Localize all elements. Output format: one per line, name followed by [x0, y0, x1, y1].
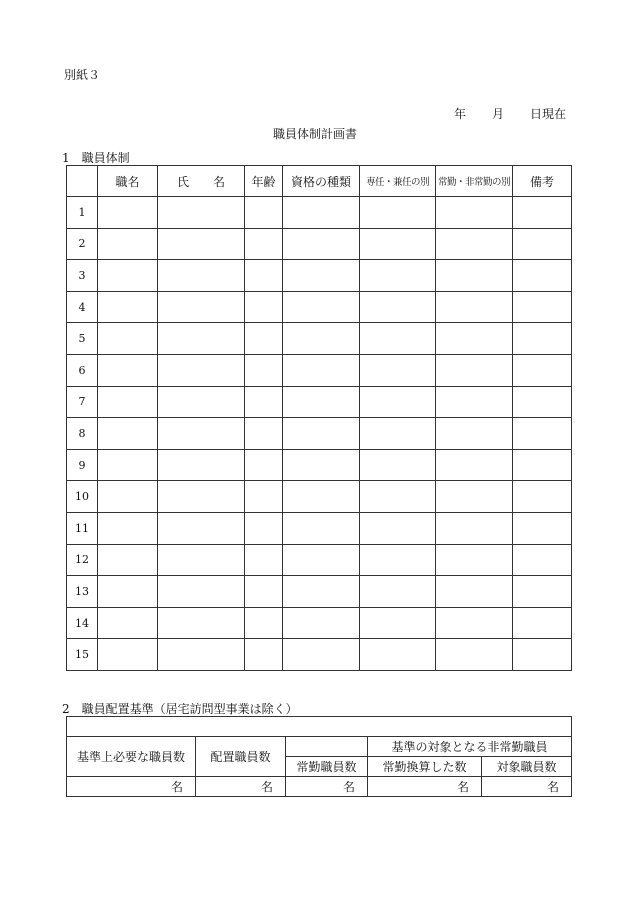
- qualification-cell[interactable]: [283, 354, 360, 386]
- job-title-cell[interactable]: [98, 260, 158, 292]
- table-row: [67, 323, 572, 355]
- date-month-label: 月: [492, 107, 505, 121]
- dedicated-cell[interactable]: [360, 449, 436, 481]
- qualification-cell[interactable]: [283, 481, 360, 513]
- dedicated-cell[interactable]: [360, 197, 436, 229]
- qualification-cell[interactable]: [283, 576, 360, 608]
- dedicated-cell[interactable]: [360, 512, 436, 544]
- table-row: [67, 512, 572, 544]
- name-cell[interactable]: [158, 386, 245, 418]
- header-assigned-staff: 配置職員数: [196, 737, 286, 777]
- header-fulltime-staff: 常勤職員数: [286, 757, 368, 777]
- name-cell[interactable]: [158, 291, 245, 323]
- row-number: 6: [67, 354, 98, 386]
- dedicated-cell[interactable]: [360, 354, 436, 386]
- table-row: [67, 418, 572, 450]
- name-cell[interactable]: [158, 481, 245, 513]
- remarks-cell[interactable]: [513, 639, 572, 671]
- dedicated-cell[interactable]: [360, 544, 436, 576]
- remarks-cell[interactable]: [513, 323, 572, 355]
- row-number: 7: [67, 386, 98, 418]
- name-cell[interactable]: [158, 323, 245, 355]
- remarks-cell[interactable]: [513, 449, 572, 481]
- remarks-cell[interactable]: [513, 607, 572, 639]
- job-title-cell[interactable]: [98, 512, 158, 544]
- col-number: [67, 166, 98, 197]
- remarks-cell[interactable]: [513, 386, 572, 418]
- remarks-cell[interactable]: [513, 576, 572, 608]
- employment-cell[interactable]: [436, 481, 513, 513]
- table-row: [67, 197, 572, 229]
- remarks-cell[interactable]: [513, 197, 572, 229]
- dedicated-cell[interactable]: [360, 291, 436, 323]
- table-row: [67, 386, 572, 418]
- row-number: 8: [67, 418, 98, 450]
- row-number: 5: [67, 323, 98, 355]
- col-remarks: 備考: [513, 166, 572, 197]
- age-cell[interactable]: [245, 607, 283, 639]
- name-cell[interactable]: [158, 607, 245, 639]
- dedicated-cell[interactable]: [360, 481, 436, 513]
- dedicated-cell[interactable]: [360, 418, 436, 450]
- remarks-cell[interactable]: [513, 481, 572, 513]
- employment-cell[interactable]: [436, 418, 513, 450]
- row-number: 15: [67, 639, 98, 671]
- employment-cell[interactable]: [436, 544, 513, 576]
- row-number: 3: [67, 260, 98, 292]
- row-number: 13: [67, 576, 98, 608]
- section1-heading: 1 職員体制: [62, 151, 130, 165]
- job-title-cell[interactable]: [98, 291, 158, 323]
- age-cell[interactable]: [245, 449, 283, 481]
- job-title-cell[interactable]: [98, 576, 158, 608]
- remarks-cell[interactable]: [513, 418, 572, 450]
- age-cell[interactable]: [245, 354, 283, 386]
- date-year-label: 年: [454, 107, 467, 121]
- job-title-cell[interactable]: [98, 386, 158, 418]
- table-row: [67, 544, 572, 576]
- value-target-count[interactable]: 名: [482, 777, 572, 797]
- document-title: 職員体制計画書: [272, 127, 357, 141]
- age-cell[interactable]: [245, 544, 283, 576]
- row-number: 10: [67, 481, 98, 513]
- employment-cell[interactable]: [436, 607, 513, 639]
- dedicated-cell[interactable]: [360, 639, 436, 671]
- row-number: 12: [67, 544, 98, 576]
- name-cell[interactable]: [158, 418, 245, 450]
- qualification-cell[interactable]: [283, 544, 360, 576]
- section2-heading: 2 職員配置基準（居宅訪問型事業は除く）: [62, 702, 298, 716]
- age-cell[interactable]: [245, 512, 283, 544]
- dedicated-cell[interactable]: [360, 260, 436, 292]
- row-number: 11: [67, 512, 98, 544]
- name-cell[interactable]: [158, 449, 245, 481]
- employment-cell[interactable]: [436, 449, 513, 481]
- dedicated-cell[interactable]: [360, 607, 436, 639]
- table-row: [67, 354, 572, 386]
- employment-cell[interactable]: [436, 197, 513, 229]
- table-row: [67, 576, 572, 608]
- employment-cell[interactable]: [436, 291, 513, 323]
- header-parttime-group: 基準の対象となる非常勤職員: [368, 737, 572, 757]
- age-cell[interactable]: [245, 197, 283, 229]
- qualification-cell[interactable]: [283, 197, 360, 229]
- row-number: 4: [67, 291, 98, 323]
- col-dedicated-concurrent: 専任・兼任の別: [360, 166, 436, 197]
- dedicated-cell[interactable]: [360, 228, 436, 260]
- header-target-count: 対象職員数: [482, 757, 572, 777]
- age-cell[interactable]: [245, 291, 283, 323]
- staff-structure-table: [66, 165, 572, 671]
- name-cell[interactable]: [158, 576, 245, 608]
- name-cell[interactable]: [158, 544, 245, 576]
- col-qualification: 資格の種類: [283, 166, 360, 197]
- table-row: [67, 481, 572, 513]
- table-row: [67, 291, 572, 323]
- value-required-staff[interactable]: 名: [67, 777, 196, 797]
- employment-cell[interactable]: [436, 323, 513, 355]
- remarks-cell[interactable]: [513, 260, 572, 292]
- dedicated-cell[interactable]: [360, 323, 436, 355]
- remarks-cell[interactable]: [513, 512, 572, 544]
- table-row: [67, 639, 572, 671]
- age-cell[interactable]: [245, 323, 283, 355]
- employment-cell[interactable]: [436, 512, 513, 544]
- job-title-cell[interactable]: [98, 607, 158, 639]
- row-number: 14: [67, 607, 98, 639]
- value-fulltime-staff[interactable]: 名: [286, 777, 368, 797]
- remarks-cell[interactable]: [513, 544, 572, 576]
- age-cell[interactable]: [245, 418, 283, 450]
- qualification-cell[interactable]: [283, 323, 360, 355]
- header-required-staff: 基準上必要な職員数: [67, 737, 196, 777]
- employment-cell[interactable]: [436, 386, 513, 418]
- employment-cell[interactable]: [436, 576, 513, 608]
- qualification-cell[interactable]: [283, 512, 360, 544]
- qualification-cell[interactable]: [283, 291, 360, 323]
- job-title-cell[interactable]: [98, 481, 158, 513]
- employment-cell[interactable]: [436, 354, 513, 386]
- remarks-cell[interactable]: [513, 228, 572, 260]
- col-fulltime-parttime: 常勤・非常勤の別: [436, 166, 513, 197]
- header-converted-count: 常勤換算した数: [368, 757, 482, 777]
- placement-top-blank: [67, 717, 572, 737]
- qualification-cell[interactable]: [283, 260, 360, 292]
- age-cell[interactable]: [245, 228, 283, 260]
- job-title-cell[interactable]: [98, 449, 158, 481]
- employment-cell[interactable]: [436, 639, 513, 671]
- remarks-cell[interactable]: [513, 354, 572, 386]
- placement-values-row: [67, 777, 572, 797]
- name-cell[interactable]: [158, 639, 245, 671]
- age-cell[interactable]: [245, 386, 283, 418]
- name-cell[interactable]: [158, 354, 245, 386]
- name-cell[interactable]: [158, 512, 245, 544]
- date-day-status-label: 日現在: [530, 107, 567, 121]
- age-cell[interactable]: [245, 260, 283, 292]
- job-title-cell[interactable]: [98, 197, 158, 229]
- employment-cell[interactable]: [436, 228, 513, 260]
- staff-placement-table: [66, 716, 572, 797]
- job-title-cell[interactable]: [98, 323, 158, 355]
- age-cell[interactable]: [245, 576, 283, 608]
- employment-cell[interactable]: [436, 260, 513, 292]
- name-cell[interactable]: [158, 260, 245, 292]
- age-cell[interactable]: [245, 481, 283, 513]
- col-age: 年齢: [245, 166, 283, 197]
- value-converted-count[interactable]: 名: [368, 777, 482, 797]
- row-number: 1: [67, 197, 98, 229]
- dedicated-cell[interactable]: [360, 576, 436, 608]
- value-assigned-staff[interactable]: 名: [196, 777, 286, 797]
- row-number: 9: [67, 449, 98, 481]
- qualification-cell[interactable]: [283, 418, 360, 450]
- qualification-cell[interactable]: [283, 228, 360, 260]
- qualification-cell[interactable]: [283, 639, 360, 671]
- placement-fulltime-blank: [286, 737, 368, 757]
- qualification-cell[interactable]: [283, 449, 360, 481]
- qualification-cell[interactable]: [283, 386, 360, 418]
- job-title-cell[interactable]: [98, 354, 158, 386]
- job-title-cell[interactable]: [98, 639, 158, 671]
- job-title-cell[interactable]: [98, 418, 158, 450]
- dedicated-cell[interactable]: [360, 386, 436, 418]
- name-cell[interactable]: [158, 228, 245, 260]
- name-cell[interactable]: [158, 197, 245, 229]
- qualification-cell[interactable]: [283, 607, 360, 639]
- col-name: 氏 名: [158, 166, 245, 197]
- annex-label: 別紙３: [64, 68, 101, 82]
- table-row: [67, 607, 572, 639]
- col-job-title: 職名: [98, 166, 158, 197]
- age-cell[interactable]: [245, 639, 283, 671]
- table-row: [67, 228, 572, 260]
- table-row: [67, 260, 572, 292]
- remarks-cell[interactable]: [513, 291, 572, 323]
- staff-table-header: [67, 166, 572, 197]
- row-number: 2: [67, 228, 98, 260]
- job-title-cell[interactable]: [98, 228, 158, 260]
- table-row: [67, 449, 572, 481]
- job-title-cell[interactable]: [98, 544, 158, 576]
